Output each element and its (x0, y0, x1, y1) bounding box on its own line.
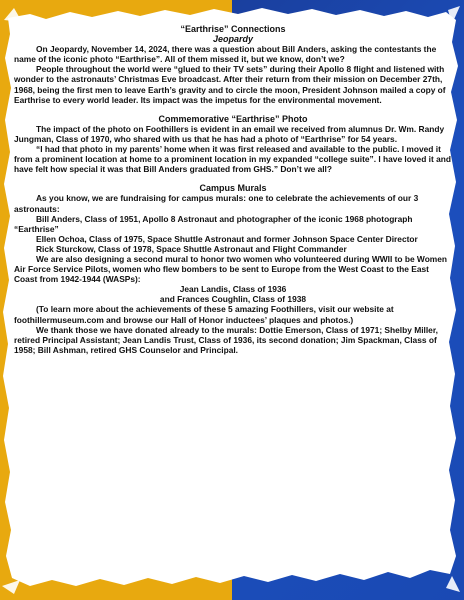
paragraph-donor-thanks: We thank those we have donated already to the murals: Dottie Emerson, Class of 1971; Shelby Miller, retired Principal Assistant; Jean Landis Trust, Class of 1936, its second donation; Jim Spackman, Class of 1958; Bill Ashman, retired GHS Counselor and Principal. (14, 324, 438, 355)
astronaut-ellen-ochoa: Ellen Ochoa, Class of 1975, Space Shuttle Astronaut and former Johnson Space Center Director (36, 233, 418, 244)
section-title-earthrise-connections: “Earthrise” Connections (180, 24, 286, 34)
astronaut-bill-anders: Bill Anders, Class of 1951, Apollo 8 Astronaut and photographer of the iconic 1968 photograph “Earthrise” (14, 213, 413, 234)
section-title-campus-murals: Campus Murals (199, 183, 267, 194)
paragraph-jungman-email: The impact of the photo on Foothillers is evident in an email we received from alumnus Dr. Wm. Randy Jungman, Class of 1970, who shared with us that he has had a photo of “Earthrise” for 54 years. (14, 123, 445, 144)
astronaut-rick-sturckow: Rick Sturckow, Class of 1978, Space Shuttle Astronaut and Flight Commander (36, 243, 347, 254)
newsletter-article (14, 24, 452, 355)
wasp-frances-coughlin: and Frances Coughlin, Class of 1938 (159, 294, 307, 305)
paragraph-learn-more: (To learn more about the achievements of these 5 amazing Foothillers, visit our website at foothillermuseum.com and browse our Hall of Honor inductees’ plaques and photos.) (14, 304, 394, 325)
paragraph-murals-intro: As you know, we are fundraising for campus murals: one to celebrate the achievements of our 3 astronauts: (14, 193, 419, 214)
paragraph-jeopardy: On Jeopardy, November 14, 2024, there was a question about Bill Anders, asking the contestants the name of the iconic photo “Earthrise”. All of them missed it, but we know, don’t we? (14, 44, 437, 65)
paragraph-wasp-mural: We are also designing a second mural to honor two women who volunteered during WWII to be Women Air Force Service Pilots, women who flew bombers to be sent to Europe from the West Coast to the East Coast from 1942-1944 (WASPs): (14, 253, 448, 285)
paragraph-jungman-quote: “I had that photo in my parents’ home when it was first released and available to the public. I moved it from a prominent location at home to a prominent location in my expanded “college suite”. I have loved it and have felt how special it was that Bill Anders graduated from GHS.” Don’t we all? (14, 144, 451, 175)
section-subtitle-jeopardy: Jeopardy (212, 34, 254, 45)
wasp-jean-landis: Jean Landis, Class of 1936 (179, 284, 287, 295)
paragraph-apollo8: People throughout the world were “glued to their TV sets” during their Apollo 8 flight and listened with wonder to the astronauts’ Christmas Eve broadcast. After their return from their mission on December 27th, 1968, being the first men to leave Earth’s gravity and to circle the moon, President Johnson mailed a copy of Earthrise to every world leader. Its impact was the impetus for the environmental movement. (14, 64, 446, 105)
section-title-commemorative-photo: Commemorative “Earthrise” Photo (158, 113, 308, 124)
